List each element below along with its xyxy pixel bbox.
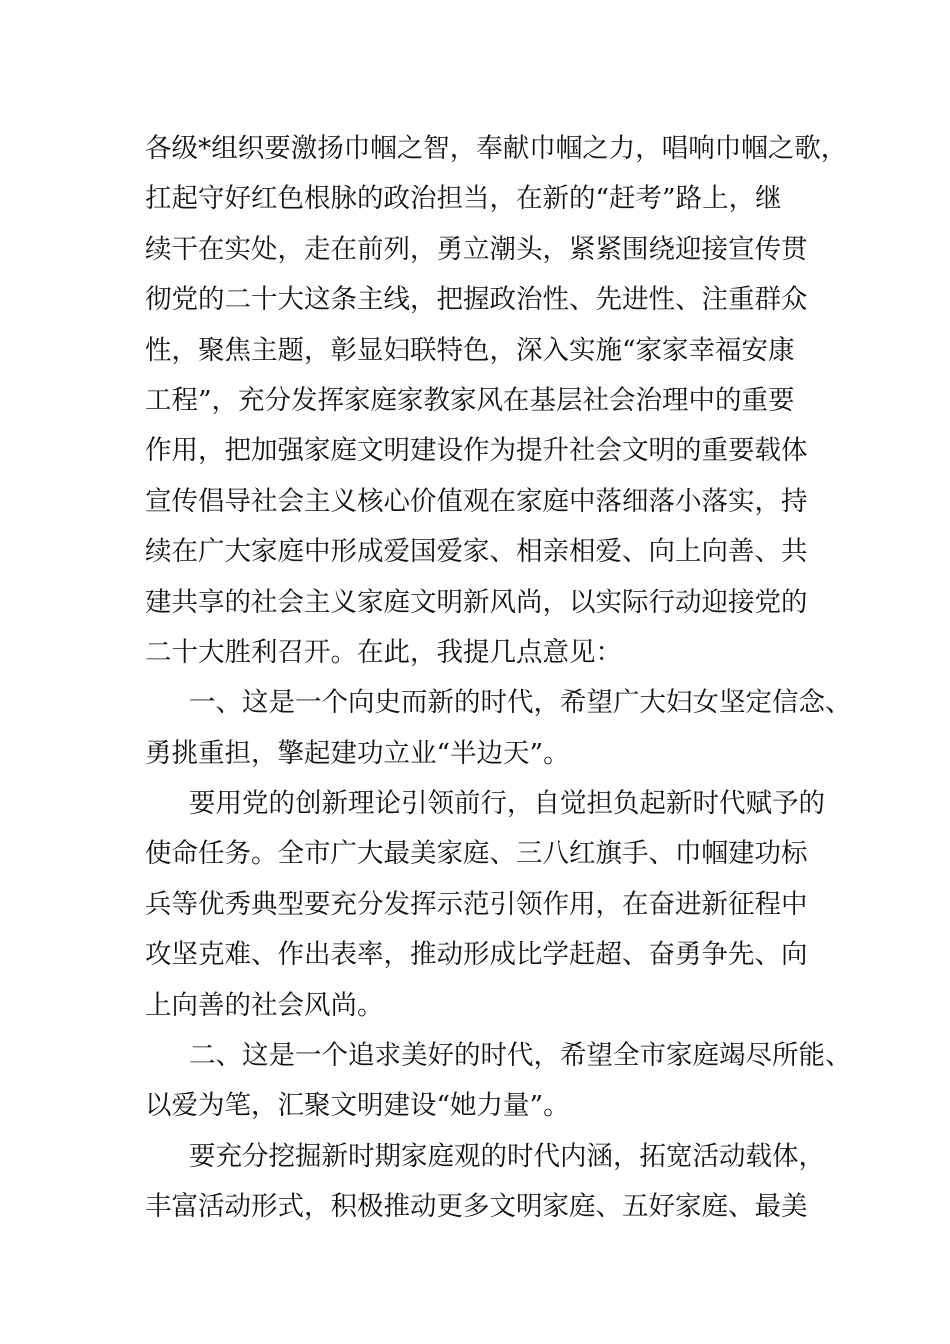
text-line: 上向善的社会风尚。 [145, 989, 384, 1021]
text-line: 工程”，充分发挥家庭家教家风在基层社会治理中的重要 [145, 384, 795, 416]
section-heading-line: 以爱为笔，汇聚文明建设“她力量”。 [145, 1090, 570, 1122]
text-line: 性，聚焦主题，彰显妇联特色，深入实施“家家幸福安康 [145, 334, 795, 366]
text-line: 宣传倡导社会主义核心价值观在家庭中落细落小落实，持 [145, 485, 808, 517]
text-line: 二十大胜利召开。在此，我提几点意见： [145, 636, 622, 668]
text-line: 续在广大家庭中形成爱国爱家、相亲相爱、向上向善、共 [145, 536, 808, 568]
text-line: 各级*组织要激扬巾帼之智，奉献巾帼之力，唱响巾帼之歌， [145, 133, 848, 164]
text-line: 兵等优秀典型要充分发挥示范引领作用，在奋进新征程中 [145, 888, 808, 920]
text-line: 使命任务。全市广大最美家庭、三八红旗手、巾帼建功标 [145, 838, 808, 870]
document-body [145, 124, 852, 1233]
text-line: 攻坚克难、作出表率，推动形成比学赶超、奋勇争先、向 [145, 939, 808, 971]
section-heading-line: 二、这是一个追求美好的时代，希望全市家庭竭尽所能、 [189, 1040, 852, 1072]
text-line: 扛起守好红色根脉的政治担当，在新的“赶考”路上，继 [145, 183, 782, 215]
text-line: 要用党的创新理论引领前行，自觉担负起新时代赋予的 [189, 788, 825, 820]
text-line: 续干在实处，走在前列，勇立潮头，紧紧围绕迎接宣传贯 [145, 233, 808, 265]
text-line: 要充分挖掘新时期家庭观的时代内涵，拓宽活动载体， [189, 1140, 825, 1172]
section-heading-line: 勇挑重担，擎起建功立业“半边天”。 [145, 737, 570, 769]
text-line: 建共享的社会主义家庭文明新风尚，以实际行动迎接党的 [145, 586, 808, 618]
text-line: 彻党的二十大这条主线，把握政治性、先进性、注重群众 [145, 284, 808, 316]
section-heading-line: 一、这是一个向史而新的时代，希望广大妇女坚定信念、 [189, 687, 852, 719]
text-line: 丰富活动形式，积极推动更多文明家庭、五好家庭、最美 [145, 1191, 808, 1223]
text-line: 作用，把加强家庭文明建设作为提升社会文明的重要载体 [145, 435, 808, 467]
